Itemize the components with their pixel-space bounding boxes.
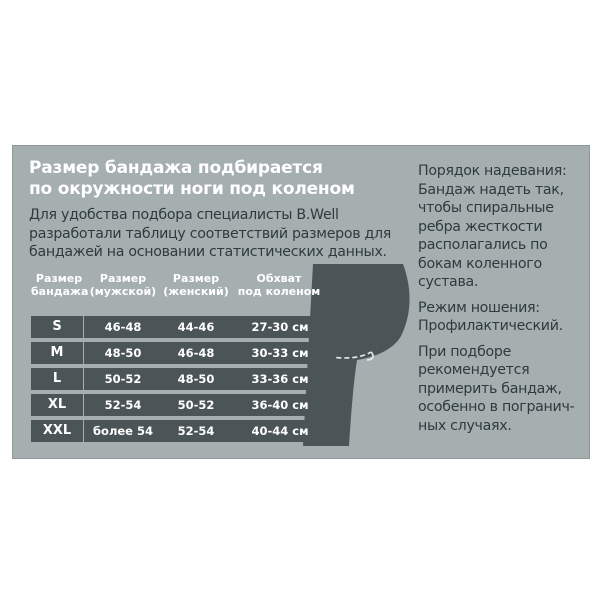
cell-male: 48-50 [104,346,142,360]
header-circumference [233,272,325,298]
size-chart-card [12,145,590,459]
cell-male: 46-48 [104,320,142,334]
header-size-female [161,272,231,298]
row-divider [83,342,84,364]
header-line: Размер [35,272,83,285]
title-line: по окружности ноги под коленом [29,179,355,199]
mode-text: Профилактический. [418,318,563,334]
cell-size: M [50,345,64,360]
header-line: (мужской) [89,285,157,298]
cell-male: 52-54 [104,398,142,412]
header-line: под коленом [237,285,321,298]
table-row [31,420,334,442]
cell-male: более 54 [93,424,153,438]
row-divider [83,316,84,338]
header-line: бандажа [31,285,89,298]
header-line: (женский) [163,285,229,298]
intro-text [29,206,399,262]
table-row [31,316,334,338]
header-line: Размер [99,272,147,285]
header-size [31,272,87,298]
table-header [31,264,334,312]
cell-size: XXL [42,423,72,438]
cell-female: 52-54 [177,424,215,438]
order-heading: Порядок надевания: [418,163,567,179]
header-line: Обхват [256,272,302,285]
cell-male: 50-52 [104,372,142,386]
cell-female: 50-52 [177,398,215,412]
row-divider [83,394,84,416]
intro-line: бандажей на основании статистических данных. [29,244,387,260]
cell-circumference: 27-30 см [251,320,309,334]
intro-line: разработали таблицу соответствий размеров для [29,225,391,242]
table-row [31,368,334,390]
intro-line: Для удобства подбора специалисты B.Well [29,207,339,223]
row-divider [83,420,84,442]
title-line: Размер бандажа подбирается [29,158,323,178]
header-line: Размер [172,272,220,285]
left-column [29,158,399,262]
row-divider [83,368,84,390]
cell-size: XL [47,397,67,412]
cell-female: 46-48 [177,346,215,360]
right-column [418,162,586,442]
order-block [418,162,586,292]
table-row [31,342,334,364]
title [29,158,399,200]
cell-size: L [52,371,62,386]
order-text: Бандаж надеть так, чтобы спиральные ребра жесткости располагались по бокам коленного сустава. [418,181,564,290]
size-table [31,264,334,442]
cell-circumference: 40-44 см [251,424,309,438]
cell-circumference: 30-33 см [251,346,309,360]
mode-block [418,299,586,336]
cell-circumference: 36-40 см [251,398,309,412]
cell-female: 44-46 [177,320,215,334]
cell-size: S [52,319,62,334]
header-size-male [87,272,159,298]
note-block [418,343,586,436]
cell-circumference: 33-36 см [251,372,309,386]
note-text: При подборе рекомендуется примерить бандаж, особенно в погранич- ных случаях. [418,343,575,434]
mode-heading: Режим ношения: [418,299,540,316]
cell-female: 48-50 [177,372,215,386]
table-row [31,394,334,416]
